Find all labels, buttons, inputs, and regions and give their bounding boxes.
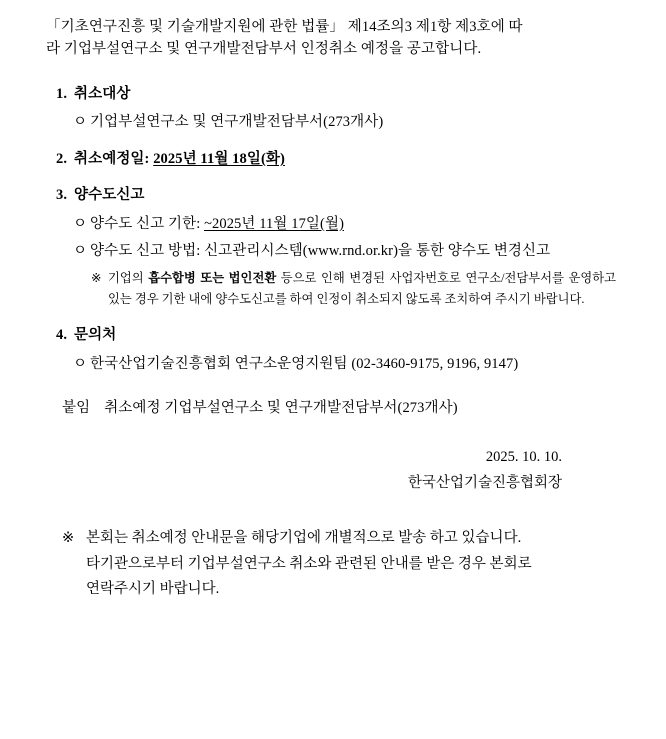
bullet-mark: ㅇ [73, 355, 88, 372]
list-item-value: 신고관리시스템(www.rnd.or.kr)을 통한 양수도 변경신고 [204, 243, 551, 260]
note-line-1-post: 등으로 인해 변경된 사업자번호로 연구소/전담부서를 [276, 270, 564, 285]
section-contact [46, 324, 620, 375]
footnote-line-2: 타기관으로부터 기업부설연구소 취소와 관련된 안내를 받은 경우 본회로 [86, 555, 532, 572]
intro-paragraph [46, 16, 620, 61]
section-cancellation-target [46, 83, 620, 134]
list-item [46, 111, 620, 133]
list-item-text: 기업부설연구소 및 연구개발전담부서(273개사) [90, 114, 384, 131]
note-line-1-pre: 기업의 [108, 270, 149, 285]
section-number: 3. [56, 187, 68, 204]
section-note [46, 268, 620, 310]
section-heading [46, 324, 620, 346]
section-transfer-report [46, 184, 620, 310]
section-number: 4. [56, 327, 68, 344]
list-item-value: ~2025년 11월 17일(월) [204, 215, 345, 232]
issuer-name: 한국산업기술진흥협회장 [407, 474, 562, 491]
footnote-body [62, 526, 620, 602]
issue-date: 2025. 10. 10. [485, 449, 562, 466]
bullet-mark: ㅇ [73, 215, 88, 232]
section-title: 문의처 [74, 327, 117, 344]
note-line-3: 주시기 바랍니다. [495, 291, 585, 306]
list-item [46, 240, 620, 262]
list-item [46, 353, 620, 375]
bullet-mark: ㅇ [73, 243, 88, 260]
attachment-line [46, 397, 620, 419]
signature-block [46, 445, 620, 496]
section-title-value: 2025년 11월 18일(화) [153, 150, 285, 167]
bullet-mark: ㅇ [73, 114, 88, 131]
section-cancellation-date [46, 148, 620, 170]
attachment-label: 붙임 [62, 399, 91, 416]
note-emphasis: 흡수합병 또는 법인전환 [148, 270, 277, 285]
section-heading [46, 83, 620, 105]
list-item-text: 한국산업기술진흥협회 연구소운영지원팀 (02-3460-9175, 9196, 9147) [90, 355, 519, 372]
note-mark: ※ [91, 270, 102, 285]
list-item [46, 213, 620, 235]
list-item-label: 양수도 신고 기한: [90, 215, 201, 232]
note-line-2: 운영하고 있는 경우 기한 내에 양수도신고를 하여 인정이 취소되지 않도록 조치하여 [108, 270, 617, 306]
attachment-text: 취소예정 기업부설연구소 및 연구개발전담부서(273개사) [104, 399, 458, 416]
section-title: 취소대상 [74, 85, 131, 102]
footnote-line-3: 연락주시기 바랍니다. [86, 580, 220, 597]
footnote-mark: ※ [62, 530, 75, 547]
footnote-block [46, 526, 620, 602]
section-number: 1. [56, 85, 68, 102]
footnote-line-1: 본회는 취소예정 안내문을 해당기업에 개별적으로 발송 하고 있습니다. [86, 530, 522, 547]
section-number: 2. [56, 150, 68, 167]
section-title: 양수도신고 [74, 187, 145, 204]
section-heading [46, 184, 620, 206]
section-title: 취소예정일: [74, 150, 150, 167]
intro-line-1: 「기초연구진흥 및 기술개발지원에 관한 법률」 제14조의3 제1항 제3호에 따 [46, 19, 523, 35]
intro-line-2: 라 기업부설연구소 및 연구개발전담부서 인정취소 예정을 공고합니다. [46, 41, 482, 58]
list-item-label: 양수도 신고 방법: [90, 243, 201, 260]
section-heading [46, 148, 620, 170]
